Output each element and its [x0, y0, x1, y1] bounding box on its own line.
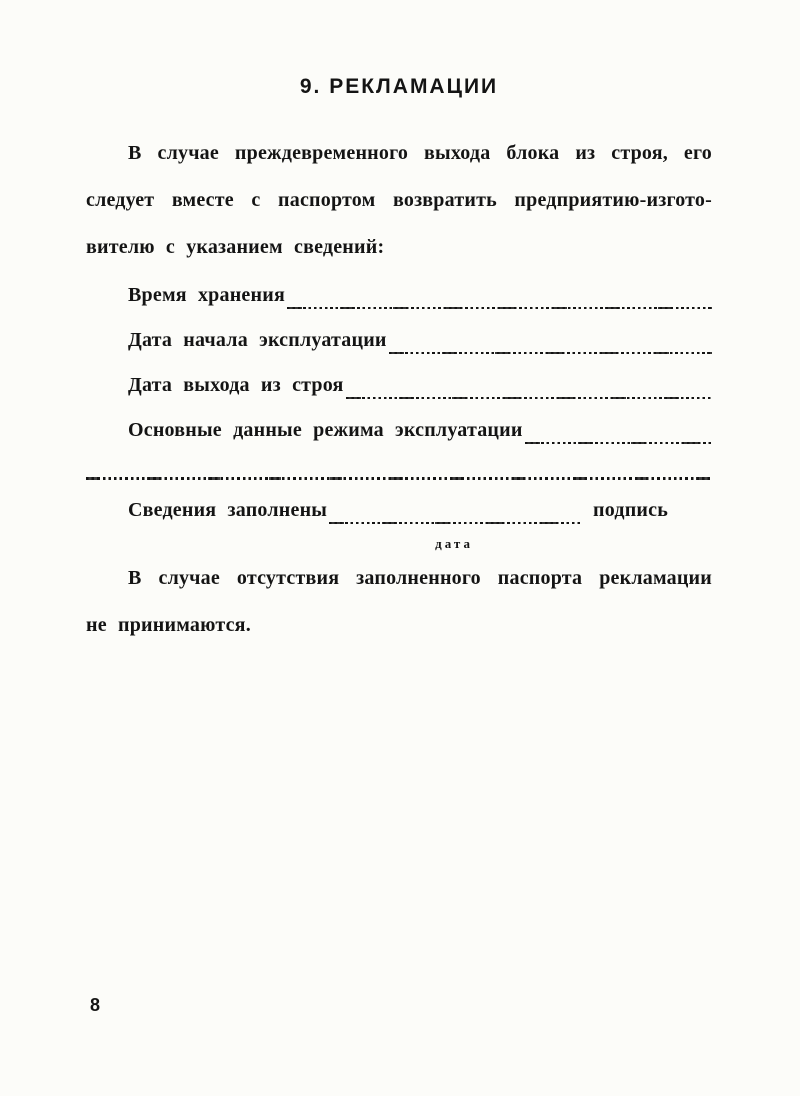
signature-row [86, 488, 712, 551]
dotted-leader-date [327, 488, 581, 551]
dotted-leader-operation-mode [523, 408, 712, 453]
intro-paragraph [86, 130, 712, 271]
dotted-leader-storage-time [285, 273, 712, 318]
field-row-operation-mode [86, 408, 712, 453]
field-row-start-date [86, 318, 712, 363]
field-label-failure-date: Дата выхода из строя [128, 374, 344, 396]
signature-label: подпись [593, 499, 668, 521]
intro-line-3: вителю с указанием сведений: [86, 236, 385, 258]
intro-line-2: следует вместе с паспортом возвратить предприятию-изгото- [86, 189, 712, 211]
dotted-leader-failure-date [344, 363, 712, 408]
field-row-storage-time [86, 273, 712, 318]
closing-paragraph [86, 555, 712, 649]
field-label-start-date: Дата начала эксплуатации [128, 329, 387, 351]
fill-in-fields [86, 273, 712, 551]
dotted-leader-start-date [387, 318, 712, 363]
page-number: 8 [90, 995, 101, 1015]
signature-row-label: Сведения заполнены [128, 499, 328, 521]
intro-line-1: В случае преждевременного выхода блока из строя, его [128, 142, 712, 164]
closing-line-1: В случае отсутствия заполненного паспорта рекламации [128, 567, 712, 589]
continuation-dotted-leader [86, 477, 712, 480]
date-caption: дата [435, 536, 473, 551]
field-row-failure-date [86, 363, 712, 408]
field-label-storage-time: Время хранения [128, 284, 285, 306]
field-label-operation-mode: Основные данные режима эксплуатации [128, 419, 523, 441]
section-title: 9. РЕКЛАМАЦИИ [299, 75, 499, 98]
closing-line-2: не принимаются. [86, 614, 251, 636]
